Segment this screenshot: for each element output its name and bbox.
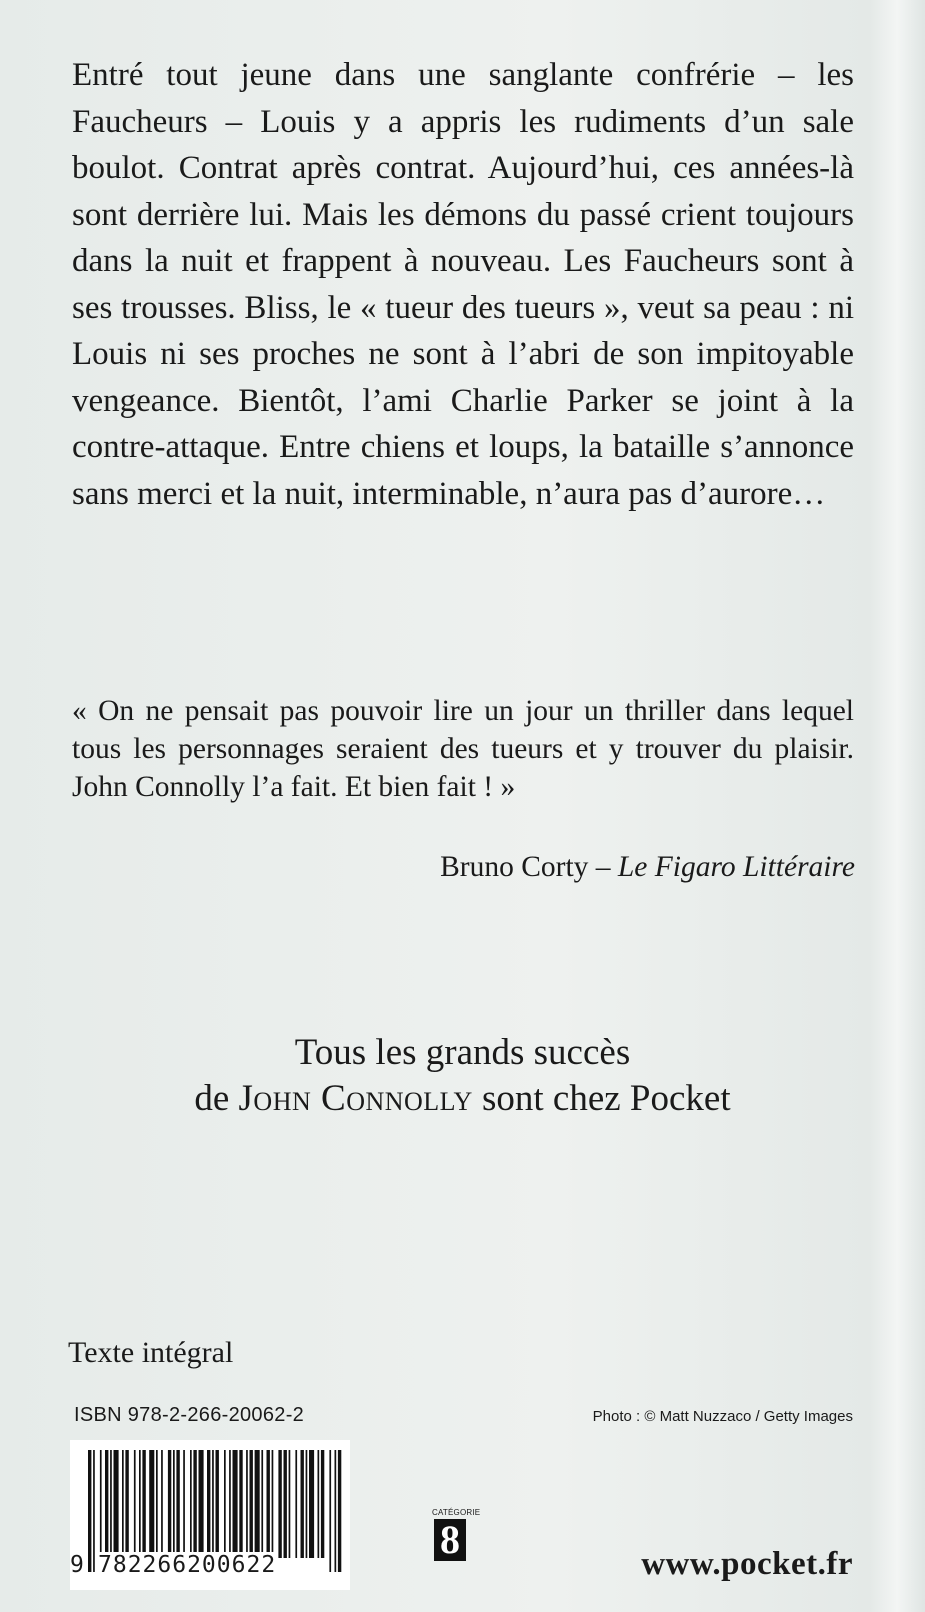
barcode-bar <box>309 1450 314 1558</box>
barcode-bar <box>168 1450 171 1558</box>
barcode-bar <box>295 1450 297 1558</box>
barcode-bar <box>289 1450 291 1558</box>
barcode-bar <box>233 1450 238 1558</box>
barcode-bar <box>207 1450 210 1558</box>
barcode-bar <box>161 1450 163 1558</box>
isbn-text: ISBN 978-2-266-20062-2 <box>74 1404 305 1426</box>
barcode-bar <box>122 1450 124 1558</box>
barcode-number: 782266200622 <box>98 1552 277 1578</box>
barcode-bar <box>239 1450 242 1558</box>
barcode-bar <box>278 1450 281 1558</box>
barcode-bar <box>301 1450 304 1558</box>
critic-name: Bruno Corty – <box>440 851 618 883</box>
publisher-promo <box>0 1030 925 1122</box>
promo-line-2: de John Connolly sont chez Pocket <box>194 1078 731 1119</box>
publication-name: Le Figaro Littéraire <box>617 851 855 883</box>
barcode-bar <box>321 1450 324 1558</box>
barcode-bar <box>338 1450 341 1572</box>
barcode-bar <box>183 1450 185 1558</box>
category-value: 8 <box>434 1519 466 1561</box>
barcode-bar <box>335 1450 337 1572</box>
review-quote: « On ne pensait pas pouvoir lire un jour un thriller dans lequel tous les personnages seraient des tueurs et y trouver du plaisir. John Connolly l’a fait. Et bien fait ! » <box>72 695 854 803</box>
barcode-bar <box>156 1450 158 1558</box>
price-category <box>432 1508 481 1562</box>
promo-author: John Connolly <box>238 1078 473 1119</box>
barcode-bar <box>199 1450 204 1558</box>
barcode-bar <box>250 1450 253 1558</box>
category-label: CATÉGORIE <box>432 1508 481 1517</box>
barcode-bar <box>193 1450 196 1558</box>
barcode-bar <box>93 1450 95 1572</box>
photo-credit: Photo : © Matt Nuzzaco / Getty Images <box>592 1408 853 1425</box>
barcode-bar <box>100 1450 102 1558</box>
barcode-bar <box>176 1450 179 1558</box>
barcode-bar <box>134 1450 136 1558</box>
barcode-bar <box>267 1450 270 1558</box>
barcode-bar <box>318 1450 320 1558</box>
promo-line-1: Tous les grands succès <box>294 1032 631 1073</box>
publisher-website: www.pocket.fr <box>641 1546 853 1582</box>
barcode-bar <box>329 1450 331 1572</box>
barcode-bar <box>173 1450 175 1558</box>
review-attribution <box>440 848 855 886</box>
barcode-bar <box>114 1450 119 1558</box>
barcode-bar <box>139 1450 141 1558</box>
barcode-bar <box>306 1450 308 1558</box>
barcode-bar <box>190 1450 192 1558</box>
barcode-bar <box>261 1450 263 1558</box>
barcode-first-digit: 9 <box>70 1552 85 1578</box>
barcode-bar <box>284 1450 287 1558</box>
barcode-bar <box>88 1450 91 1572</box>
barcode-bar <box>229 1450 231 1558</box>
barcode-bar <box>149 1450 154 1558</box>
barcode-bar <box>105 1450 108 1558</box>
edition-note: Texte intégral <box>68 1336 234 1369</box>
barcode-bar <box>125 1450 128 1558</box>
barcode-bar <box>142 1450 145 1558</box>
barcode-bar <box>110 1450 112 1558</box>
synopsis-text: Entré tout jeune dans une sanglante confrérie – les Faucheurs – Louis y a appris les rudiments d’un sale boulot. Contrat après contrat. Aujourd’hui, ces années-là sont derrière lui. Mais les démons du passé crient toujours dans la nuit et frappent à nouveau. Les Faucheurs sont à ses trousses. Bliss, le « tueur des tueurs », veut sa peau : ni Louis ni ses proches ne sont à l’abri de son impitoyable vengeance. Bientôt, l’ami Charlie Parker se joint à la contre-attaque. Entre chiens et loups, la bataille s’annonce sans merci et la nuit, interminable, n’aura pas d’aurore… <box>72 57 854 512</box>
barcode-bar <box>246 1450 248 1558</box>
barcode-bar <box>255 1450 260 1558</box>
barcode-bar <box>272 1450 274 1558</box>
barcode-bar <box>212 1450 214 1558</box>
